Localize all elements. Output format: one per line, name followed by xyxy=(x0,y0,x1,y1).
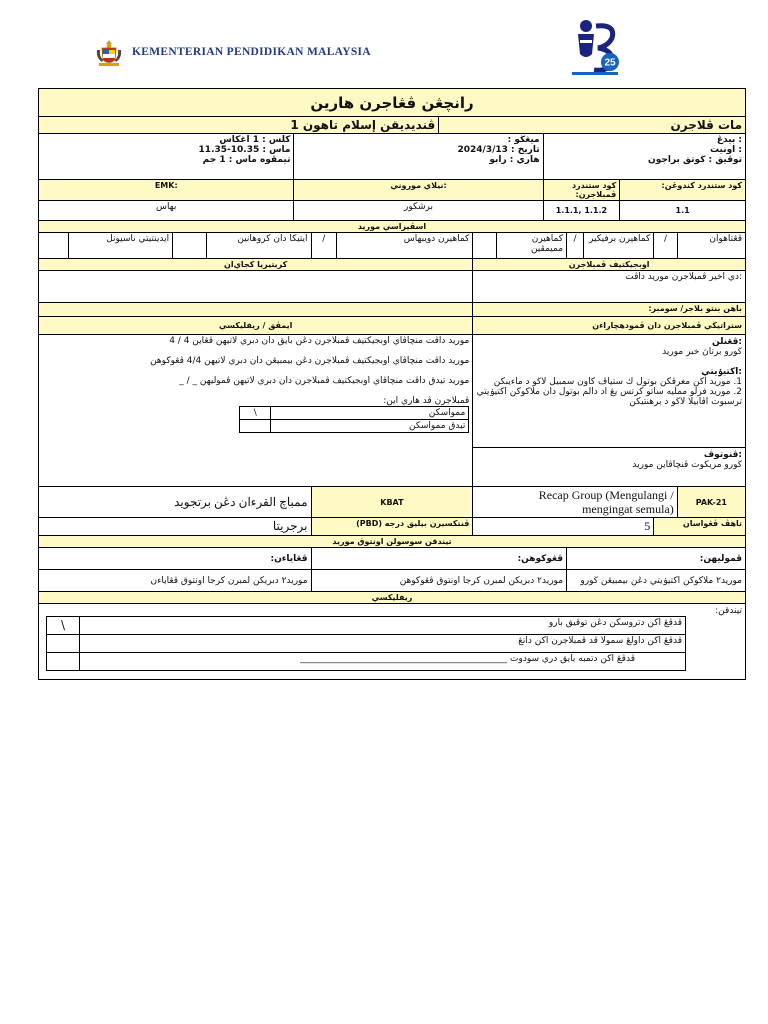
aspiration-ethics: ايتيكا دان كروهانين xyxy=(207,233,311,259)
pak21-label: PAK-21 xyxy=(677,487,745,518)
ks-25-logo-icon xyxy=(568,18,622,78)
lss-label: كود ستندرد ڤمبلاجرن: xyxy=(543,180,620,201)
plan-title: رانچڠن ڤڠاجرن هارين xyxy=(39,89,746,117)
objectives-header: اوبجيكتيف ڤمبلاجرن xyxy=(473,259,746,271)
closure-text: ڬورو مريكوت ڤنچاڤاين موريد xyxy=(632,460,742,470)
reflection-option-1: ڤدڤڠ اكن دتروسكن دڠن توڤيق بارو xyxy=(80,617,686,635)
page-header xyxy=(0,0,768,86)
subject-label: ڤنديديقن إسلام تاهون 1 xyxy=(39,117,439,134)
aspiration-leadership: كماهيرن مميمڤين xyxy=(496,233,566,259)
aspiration-national-identity: ايدينتيتي ناسيونل xyxy=(68,233,172,259)
induction-text: ڬورو برتاڽ خبر موريد xyxy=(662,347,742,357)
ks-number: 25 xyxy=(604,57,616,69)
aspiration-thinking: كماهيرن برفيكير xyxy=(584,233,654,259)
kbat-label: KBAT xyxy=(311,487,473,518)
ministry-name: KEMENTERIAN PENDIDIKAN MALAYSIA xyxy=(132,46,371,58)
aspiration-check: / xyxy=(311,233,337,259)
activities-label: :اكتيۏيتي xyxy=(701,367,742,377)
aspiration-header: اسڤيراسي موريد xyxy=(39,221,746,233)
strategy-header: ستراتيڬي ڤمبلاجرن دان ڤمودهچاراءن xyxy=(473,317,746,335)
remedial-value: موريد٢ ملاكوكن اكتيۏيتي دڠن بيمبيڠن ڬورو xyxy=(567,570,746,592)
aspiration-knowledge: ڤڠتاهوان xyxy=(677,233,745,259)
mastery-label: تاهڤ ڤڠواسان xyxy=(654,518,746,536)
reflection-content xyxy=(39,604,746,680)
aspiration-check xyxy=(473,233,496,259)
reflection-header: ايمڤق / ريفليكسي xyxy=(39,317,473,335)
emk-value: بهاس xyxy=(39,201,294,221)
postponed-check: \ xyxy=(240,407,271,420)
followup-header: تيندقن سوسولن اونتوق موريد xyxy=(39,536,746,548)
reinforcement-value: موريد٢ دبريكن لمبرن كرجا اونتوق ڤڠوكوهن xyxy=(311,570,567,592)
reflection-options xyxy=(46,616,686,671)
reflection-section-header: ريفليكسي xyxy=(39,592,746,604)
impact-reflection: موريد داڤت منچاڤاي اوبجيكتيف ڤمبلاجرن دڠن بايق دان دبري لاتيهن ڤڠاين 4 / 4 موريد داڤت منچاڤاي اوبجيكتيف ڤمبلاجرن دڠن بيمبيڠن دان دبري لاتيهن 4/4 ڤڠوكوهن موريد تيدق داڤت منچاڤاي اوبجيكتيف ڤمبلاجرن دان دبري لاتيهن ڤموليهن _ / _ ڤمبلاجرن ڤد هاري اين: ممواسكن \ تيدق ممواسكن xyxy=(39,335,473,487)
pak21-value: Recap Group (Mengulangi / mengingat semula) xyxy=(473,487,677,518)
action-label: تيندقن: xyxy=(715,606,742,616)
not-postponed-option: تيدق ممواسكن xyxy=(271,420,469,433)
pbd-value: برجريتا xyxy=(39,518,312,536)
materials-label: باهن بنتو بلاجر/ سومبر: xyxy=(473,303,746,317)
lss-value: 1.1.1, 1.1.2 xyxy=(543,201,620,221)
closure-label: :ڤنوتوڤ xyxy=(703,450,742,460)
aspiration-check xyxy=(39,233,69,259)
reflection-check-2 xyxy=(47,635,80,653)
kbat-value: ممباچ القرءان دڠن برتجويد xyxy=(39,487,312,518)
pbd-label: ڤنتكسيرن بيليق درجه (PBD) xyxy=(311,518,473,536)
enrichment-label: ڤڠاياءن: xyxy=(39,548,312,570)
cs-value: 1.1 xyxy=(620,201,746,221)
reflection-option-3: ڤدڤڠ اكن دتمبه بايق دري سودوت ______________________________________________ xyxy=(80,653,686,671)
not-postponed-check xyxy=(240,420,271,433)
materials-value xyxy=(39,303,473,317)
cs-label: كود ستندرد كندوڠن: xyxy=(620,180,746,201)
reflection-option-2: ڤدڤڠ اكن داولڠ سمولا ڤد ڤمبلاجرن اكن داتڠ xyxy=(80,635,686,653)
class-info: كلس : 1 اغكاس ماس : 10.35-11.35 تيمڤوه ماس : 1 جم xyxy=(39,134,294,180)
aspiration-bilingual: كماهيرن دويبهاس xyxy=(337,233,473,259)
aspiration-check xyxy=(173,233,207,259)
unit-label: مات ڤلاجرن xyxy=(439,117,746,134)
strategy-content xyxy=(473,335,746,487)
criteria-header: كريتيريا كجاي‌ان xyxy=(39,259,473,271)
topic-info: : بيدڠ : اونيت توڤيق : ڬوتق براجون xyxy=(543,134,745,180)
mastery-value: 5 xyxy=(473,518,654,536)
objectives-content: :دي اخير ڤمبلاجرن موريد داڤت xyxy=(473,271,746,303)
reflection-check-1: \ xyxy=(47,617,80,635)
postponed-option: ممواسكن xyxy=(271,407,469,420)
lesson-plan-table xyxy=(38,88,746,680)
induction-label: :ڤڠنلن xyxy=(711,337,742,347)
emk-label: EMK: xyxy=(39,180,294,201)
values-label: نيلاي موروني: xyxy=(294,180,543,201)
values-value: برشكور xyxy=(294,201,543,221)
postponement-table xyxy=(239,406,469,433)
criteria-content xyxy=(39,271,473,303)
date-info: ميڠڬو : تاريخ : 2024/3/13 هاري : رابو xyxy=(294,134,543,180)
malaysia-crest-icon xyxy=(94,38,124,68)
activity-1: 1. موريد اكن مغرڤكن بوتول ك ستياڤ كاون سمبيل لاڬو د ماءينكن xyxy=(493,377,742,387)
reinforcement-label: ڤڠوكوهن: xyxy=(311,548,567,570)
aspiration-check: / xyxy=(567,233,584,259)
activity-2: 2. موريد فرلو ممليه ساتو كرتس يڠ اد دالم بوتول دان ملاكوكن اكتيۏيتي ترسبوت اڤابيلا لاڬو د برهنتيكن xyxy=(476,387,742,407)
aspiration-check: / xyxy=(654,233,677,259)
enrichment-value: موريد٢ دبريكن لمبرن كرجا اونتوق ڤڠاياءن xyxy=(39,570,312,592)
remedial-label: ڤموليهن: xyxy=(567,548,746,570)
reflection-check-3 xyxy=(47,653,80,671)
